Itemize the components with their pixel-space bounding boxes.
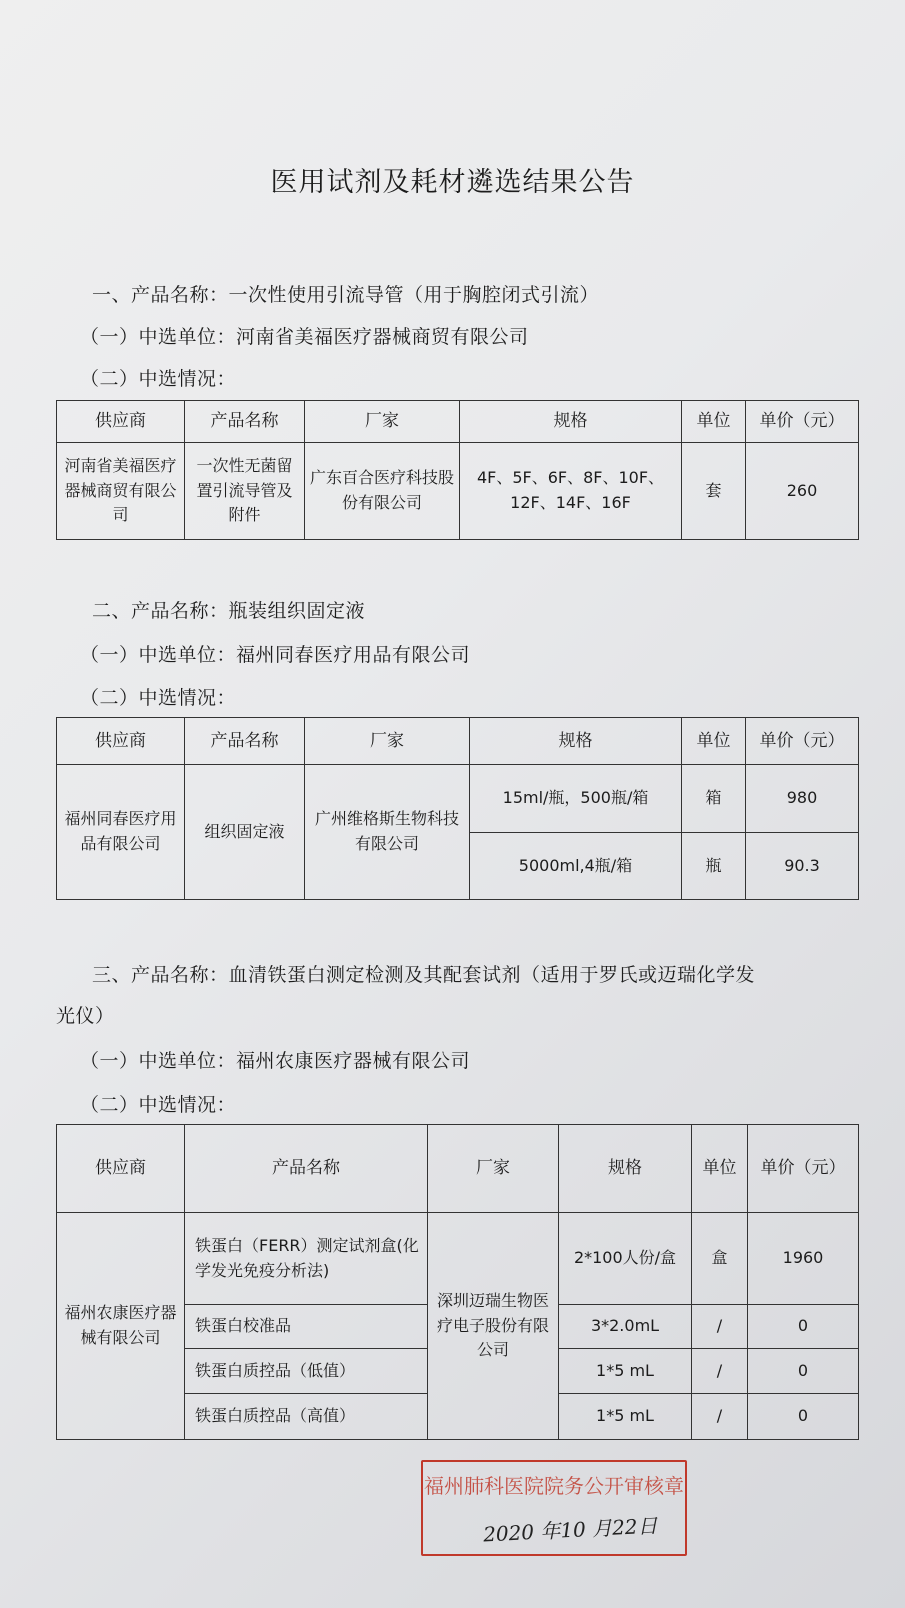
stamp-date: 2020 年10 月22日 (482, 1513, 659, 1547)
official-stamp (421, 1460, 687, 1556)
header-unit: 单位 (682, 718, 746, 765)
header-maker: 厂家 (305, 401, 460, 443)
page-title: 医用试剂及耗材遴选结果公告 (270, 167, 635, 198)
section-1-table (56, 400, 859, 540)
cell-product: 组织固定液 (185, 765, 305, 900)
cell-unit: 套 (682, 443, 746, 540)
cell-product: 铁蛋白（FERR）测定试剂盒(化学发光免疫分析法) (185, 1213, 428, 1305)
cell-unit: 瓶 (682, 833, 746, 900)
cell-maker: 深圳迈瑞生物医疗电子股份有限公司 (428, 1213, 559, 1440)
section-2-situation: （二）中选情况： (80, 687, 237, 709)
cell-spec: 5000ml,4瓶/箱 (470, 833, 682, 900)
cell-price: 0 (748, 1394, 859, 1440)
table-header-row (57, 401, 859, 443)
table-header-row (57, 1125, 859, 1213)
cell-price: 0 (748, 1305, 859, 1349)
section-1-situation: （二）中选情况： (80, 368, 237, 390)
header-supplier: 供应商 (57, 1125, 185, 1213)
cell-spec: 1*5 mL (559, 1394, 692, 1440)
section-2-winner: （一）中选单位：福州同春医疗用品有限公司 (80, 644, 471, 666)
cell-product: 铁蛋白质控品（低值） (185, 1349, 428, 1394)
cell-price: 0 (748, 1349, 859, 1394)
header-spec: 规格 (460, 401, 682, 443)
cell-unit: 箱 (682, 765, 746, 833)
cell-spec: 4F、5F、6F、8F、10F、12F、14F、16F (460, 443, 682, 540)
header-supplier: 供应商 (57, 401, 185, 443)
section-3-heading: 三、产品名称：血清铁蛋白测定检测及其配套试剂（适用于罗氏或迈瑞化学发 (92, 964, 756, 986)
cell-price: 90.3 (746, 833, 859, 900)
cell-spec: 15ml/瓶，500瓶/箱 (470, 765, 682, 833)
header-product: 产品名称 (185, 718, 305, 765)
cell-spec: 1*5 mL (559, 1349, 692, 1394)
cell-unit: / (692, 1394, 748, 1440)
table-row (57, 765, 859, 833)
cell-spec: 3*2.0mL (559, 1305, 692, 1349)
header-price: 单价（元） (746, 718, 859, 765)
table-row (57, 443, 859, 540)
section-3-winner: （一）中选单位：福州农康医疗器械有限公司 (80, 1050, 471, 1072)
header-price: 单价（元） (748, 1125, 859, 1213)
section-3-situation: （二）中选情况： (80, 1094, 237, 1116)
header-unit: 单位 (692, 1125, 748, 1213)
cell-product: 一次性无菌留置引流导管及附件 (185, 443, 305, 540)
cell-supplier: 福州同春医疗用品有限公司 (57, 765, 185, 900)
cell-unit: / (692, 1305, 748, 1349)
cell-supplier: 河南省美福医疗器械商贸有限公司 (57, 443, 185, 540)
section-3-heading-cont: 光仪） (56, 1005, 115, 1027)
section-3-table (56, 1124, 859, 1440)
table-row (57, 1213, 859, 1305)
cell-product: 铁蛋白校准品 (185, 1305, 428, 1349)
header-maker: 厂家 (428, 1125, 559, 1213)
cell-spec: 2*100人份/盒 (559, 1213, 692, 1305)
cell-price: 260 (746, 443, 859, 540)
cell-maker: 广州维格斯生物科技有限公司 (305, 765, 470, 900)
header-unit: 单位 (682, 401, 746, 443)
table-header-row (57, 718, 859, 765)
section-2-table (56, 717, 859, 900)
stamp-text: 福州肺科医院院务公开审核章 (424, 1474, 684, 1498)
cell-price: 980 (746, 765, 859, 833)
header-product: 产品名称 (185, 401, 305, 443)
header-spec: 规格 (470, 718, 682, 765)
cell-price: 1960 (748, 1213, 859, 1305)
header-product: 产品名称 (185, 1125, 428, 1213)
header-spec: 规格 (559, 1125, 692, 1213)
header-price: 单价（元） (746, 401, 859, 443)
section-2-heading: 二、产品名称：瓶装组织固定液 (92, 600, 366, 622)
section-1-winner: （一）中选单位：河南省美福医疗器械商贸有限公司 (80, 326, 529, 348)
cell-product: 铁蛋白质控品（高值） (185, 1394, 428, 1440)
cell-unit: 盒 (692, 1213, 748, 1305)
header-maker: 厂家 (305, 718, 470, 765)
header-supplier: 供应商 (57, 718, 185, 765)
section-1-heading: 一、产品名称：一次性使用引流导管（用于胸腔闭式引流） (92, 284, 600, 306)
cell-unit: / (692, 1349, 748, 1394)
cell-supplier: 福州农康医疗器械有限公司 (57, 1213, 185, 1440)
cell-maker: 广东百合医疗科技股份有限公司 (305, 443, 460, 540)
